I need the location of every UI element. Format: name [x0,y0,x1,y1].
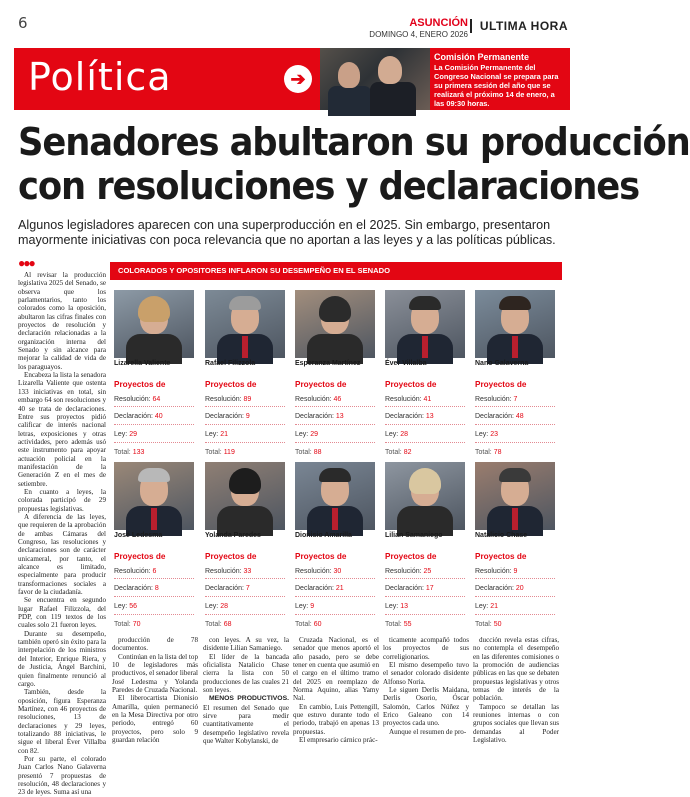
divider [205,596,285,597]
stat-value: 46 [333,396,342,403]
stat-value: 68 [223,621,232,628]
divider [205,614,285,615]
declaration-stat [385,413,434,420]
article-paragraph: El mismo desempeño tuvo el senador colorado disidente Alfonso Noria. [383,661,469,686]
divider [295,578,375,579]
divider [295,442,375,443]
senator-card [381,456,469,626]
photo-hair [499,296,531,310]
stat-label: Declaración: [205,413,244,420]
law-stat [114,603,137,610]
senator-name: Éver Villalba [385,360,427,367]
headline-line: con resoluciones y declaraciones [18,164,640,208]
senator-card [201,284,289,454]
stat-value: 70 [132,621,141,628]
divider [114,578,194,579]
infographic-title: COLORADOS Y OPOSITORES INFLARON SU DESEMPEÑO EN EL SENADO [110,262,562,280]
bullet-dots-icon: ●●● [18,256,34,270]
stat-label: Total: [114,449,131,456]
article-column [473,636,559,754]
page-header [0,0,580,44]
senator-card [381,284,469,454]
divider [385,596,465,597]
stat-value: 8 [154,585,159,592]
edition-date: DOMINGO 4, ENERO 2026 [369,30,468,39]
article-paragraph: El liberocartista Dionisio Amarilla, quien permaneció en la Mesa Directiva por otro periodo, entregó 60 proyectos, pero solo 9 guardan relación [112,694,198,745]
divider [295,406,375,407]
stat-label: Declaración: [475,413,514,420]
total-stat [475,449,501,456]
divider [295,424,375,425]
senator-name: Yolanda Paredes [205,532,261,539]
total-stat [475,621,501,628]
arrow-right-icon: ➔ [284,65,312,93]
congress-photo [320,48,430,110]
declaration-stat [475,585,524,592]
article-text [18,271,106,797]
article-column [203,636,289,754]
divider [385,442,465,443]
stat-value: 133 [132,449,145,456]
article-column [293,636,379,754]
article-paragraph: ticamente acompañó todos los proyectos de sus correligionarios. [383,636,469,661]
senator-name: Rafael Filizzola [205,360,256,367]
divider [385,578,465,579]
divider [114,424,194,425]
section-title: Política [28,55,172,99]
senator-card [471,284,559,454]
stat-label: Resolución: [475,568,512,575]
law-stat [295,603,314,610]
divider [205,406,285,407]
stat-label: Total: [385,449,402,456]
divider [475,406,555,407]
section-tag: ULTIMA HORA [470,19,568,33]
stat-label: Resolución: [295,568,332,575]
senator-card [110,284,198,454]
photo-hair [138,296,170,322]
total-stat [385,449,411,456]
senator-name: Lilian Samaniego [385,532,443,539]
stat-label: Resolución: [114,568,151,575]
photo-hair [138,468,170,482]
photo-tie [422,336,428,358]
senator-photo [114,462,194,530]
stat-label: Ley: [385,431,399,438]
senator-name: Lizarella Valiente [114,360,171,367]
stat-label: Ley: [205,431,219,438]
article-paragraph: Por su parte, el colorado Juan Carlos Nano Galaverna presentó 7 propuestas de resolución, 48 declaraciones y 23 de leyes. Suma así una [18,754,106,797]
photo-figure-body [328,86,372,116]
senator-card [291,456,379,626]
senator-name: Dionisio Amarilla [295,532,352,539]
projects-label: Proyectos de [114,380,166,389]
declaration-stat [385,585,434,592]
divider [295,614,375,615]
divider [475,578,555,579]
photo-figure-head [338,62,360,88]
total-stat [114,449,144,456]
declaration-stat [205,413,250,420]
stat-label: Resolución: [385,396,422,403]
projects-label: Proyectos de [205,380,257,389]
brief-title: Comisión Permanente [434,52,530,62]
declaration-stat [295,413,344,420]
resolution-stat [385,396,431,403]
stat-value: 9 [245,413,250,420]
stat-label: Ley: [295,431,309,438]
article-paragraph: También, desde la oposición, figura Esperanza Martínez, con 46 proyectos de resoluciones, 13 de declaraciones y 29 leyes, totalizando 88 iniciativas, le sigue el liberal Éver Villalba con 82. [18,688,106,755]
stat-label: Resolución: [205,568,242,575]
senator-photo [475,462,555,530]
stat-value: 21 [335,585,344,592]
stat-label: Total: [295,449,312,456]
law-stat [205,603,228,610]
stat-label: Declaración: [114,585,153,592]
article-paragraph: Tampoco se detallan las reuniones internas o con grupos sociales que llevan sus demandas al Poder Legislativo. [473,702,559,745]
stat-value: 88 [313,449,322,456]
divider [205,424,285,425]
stat-label: Ley: [295,603,309,610]
photo-hair [319,296,351,322]
newspaper-name: ASUNCIÓN [409,17,468,29]
stat-label: Total: [475,621,492,628]
stat-value: 7 [513,396,518,403]
photo-tie [151,508,157,530]
declaration-stat [475,413,524,420]
news-brief [434,52,566,108]
stat-label: Total: [385,621,402,628]
stat-value: 89 [243,396,252,403]
stat-label: Declaración: [385,413,424,420]
senator-photo [385,462,465,530]
projects-label: Proyectos de [205,552,257,561]
stat-value: 13 [425,413,434,420]
total-stat [205,621,231,628]
projects-label: Proyectos de [295,552,347,561]
law-stat [295,431,318,438]
law-stat [475,431,498,438]
total-stat [205,449,235,456]
stat-label: Ley: [205,603,219,610]
stat-value: 30 [333,568,342,575]
stat-value: 23 [490,431,498,438]
stat-label: Ley: [114,603,128,610]
senator-photo [295,290,375,358]
photo-tie [332,508,338,530]
divider [475,424,555,425]
photo-hair [499,468,531,482]
resolution-stat [295,568,341,575]
stat-value: 64 [152,396,161,403]
photo-hair [409,296,441,310]
senator-card [471,456,559,626]
article-paragraph: Encabeza la lista la senadora Lizarella Valiente que ostenta 133 iniciativas en total, sin embargo 64 son resoluciones y 40 se trata de declaraciones. Entre sus proyectos pidió calificar de interés nacional letras, exposiciones y otras actividades, pero además usó este instrumento para apoyar actuación policial en la manifestación de la Generación Z en el mes de setiembre. [18,371,106,488]
stat-value: 60 [313,621,322,628]
projects-label: Proyectos de [114,552,166,561]
article-column [112,636,198,754]
stat-label: Declaración: [475,585,514,592]
stat-value: 21 [220,431,228,438]
stat-label: Resolución: [475,396,512,403]
article-paragraph: Cruzada Nacional, es el senador que menos aportó el año pasado, pero se debe tener en cuenta que asumió en el cargo en el último tramo del 2025 en reemplazo de Norma Aquino, alias Yamy Nal. [293,636,379,703]
divider [114,406,194,407]
senator-card [110,456,198,626]
resolution-stat [205,396,251,403]
total-stat [295,621,321,628]
senator-photo [385,290,465,358]
resolution-stat [114,396,160,403]
article-paragraph: producción de 78 documentos. [112,636,198,653]
divider [475,596,555,597]
stat-label: Total: [114,621,131,628]
divider [205,442,285,443]
stat-value: 28 [220,603,228,610]
stat-value: 21 [490,603,498,610]
photo-tie [242,336,248,358]
article-column [383,636,469,754]
stat-value: 56 [129,603,137,610]
stat-value: 17 [425,585,434,592]
article-paragraph: Durante su desempeño, también operó sin éxito para la interpelación de los ministros del Interior, Enrique Riera, y de Justicia, Ángel Barchini, quien finalmente renunció al cargo. [18,629,106,688]
law-stat [114,431,137,438]
senator-name: Nano Galaverna [475,360,529,367]
headline [18,120,690,208]
stat-label: Resolución: [205,396,242,403]
photo-hair [229,468,261,494]
projects-label: Proyectos de [385,380,437,389]
declaration-stat [205,585,250,592]
photo-tie [512,508,518,530]
photo-hair [229,296,261,310]
article-paragraph: A diferencia de las leyes, que requieren de la aprobación de ambas Cámaras del Congreso, las resoluciones y declaraciones son de carácter unicameral, por tanto, el alcance es limitado, especialmente para producir transformaciones sociales a favor de la ciudadanía. [18,512,106,597]
stat-label: Ley: [114,431,128,438]
stat-value: 78 [493,449,502,456]
divider [295,596,375,597]
stat-value: 20 [515,585,524,592]
divider [475,614,555,615]
divider [385,424,465,425]
declaration-stat [114,413,163,420]
article-column-left [18,258,106,797]
photo-hair [409,468,441,494]
photo-tie [512,336,518,358]
senator-card [201,456,289,626]
projects-label: Proyectos de [475,380,527,389]
declaration-stat [114,585,159,592]
headline-line: Senadores abultaron su producción [18,120,690,164]
stat-label: Total: [205,449,222,456]
law-stat [475,603,498,610]
senator-card [291,284,379,454]
stat-value: 119 [223,449,235,456]
article-subhead: MENOS PRODUCTIVOS. [209,695,289,703]
stat-label: Declaración: [205,585,244,592]
stat-label: Ley: [475,603,489,610]
projects-label: Proyectos de [385,552,437,561]
article-paragraph: El empresario cárnico prác- [299,736,378,745]
article-paragraph: Al revisar la producción legislativa 2025 del Senado, se observa que los parlamentarios, tanto los colorados como la oposición, abultaron las cifras finales con proyectos de resolución y declaración relacionadas a la organización interna del Senado y sin alcance para mejorar la calidad de vida de los paraguayos. [18,271,106,371]
stat-value: 7 [245,585,250,592]
stat-value: 6 [152,568,157,575]
law-stat [205,431,228,438]
total-stat [385,621,411,628]
stat-value: 50 [493,621,502,628]
article-paragraph: En cuanto a leyes, la colorada participó de 29 propuestas legislativas. [18,487,106,513]
stat-label: Resolución: [385,568,422,575]
senator-photo [114,290,194,358]
resolution-stat [385,568,431,575]
projects-label: Proyectos de [295,380,347,389]
stat-value: 29 [129,431,137,438]
stat-label: Declaración: [295,585,334,592]
article-deck: Algunos legisladores aparecen con una superproducción en el 2025. Sin embargo, presentaron mayormente iniciativas con poca relevancia que no aportan a las leyes y a las políticas públicas. [18,218,556,247]
stat-value: 13 [335,413,344,420]
projects-label: Proyectos de [475,552,527,561]
article-paragraph: con leyes. A su vez, la disidente Lilian Samaniego. [203,636,289,653]
stat-value: 25 [423,568,432,575]
divider [385,406,465,407]
senator-photo [475,290,555,358]
article-paragraph: Le siguen Derlis Maidana, Derlis Osorio, Óscar Salomón, Carlos Núñez y Erico Galeano con 14 proyectos cada uno. [383,686,469,728]
stat-value: 9 [310,603,315,610]
photo-figure-head [378,56,402,84]
stat-value: 9 [513,568,518,575]
stat-value: 28 [400,431,408,438]
resolution-stat [205,568,251,575]
article-paragraph [203,694,289,745]
divider [205,578,285,579]
stat-value: 40 [154,413,163,420]
page-number: 6 [18,14,28,32]
stat-label: Declaración: [114,413,153,420]
declaration-stat [295,585,344,592]
senator-name: José Ledesma [114,532,163,539]
stat-label: Resolución: [114,396,151,403]
stat-label: Resolución: [295,396,332,403]
article-paragraph: Continúan en la lista del top 10 de legisladores más productivos, el senador liberal José Ledesma y Yolanda Paredes de Cruzada Nacional. [112,652,198,695]
senator-name: Natalicio Chase [475,532,528,539]
stat-label: Total: [475,449,492,456]
stat-value: 13 [400,603,408,610]
divider [385,614,465,615]
stat-value: 82 [403,449,412,456]
stat-value: 41 [423,396,432,403]
senator-photo [205,462,285,530]
divider [475,442,555,443]
stat-value: 48 [515,413,524,420]
article-paragraph: Se encuentra en segundo lugar Rafael Filizzola, del PDP, con 119 textos de los cuales solo 21 fueron leyes. [18,596,106,630]
photo-hair [319,468,351,482]
divider [114,442,194,443]
stat-label: Total: [295,621,312,628]
divider [114,596,194,597]
article-paragraph: El líder de la bancada oficialista Natalicio Chase cierra la lista con 50 producciones de las cuales 21 son leyes. [203,652,289,695]
stat-label: Total: [205,621,222,628]
brief-text: La Comisión Permanente del Congreso Nacional se prepara para su primera sesión del año que se realizará el próximo 14 de enero, a las 09:30 horas. [434,63,559,108]
article-paragraph: Aunque el resumen de pro- [389,727,467,736]
stat-value: 55 [403,621,412,628]
law-stat [385,603,408,610]
photo-figure-body [370,82,416,116]
senators-infographic [110,262,562,628]
total-stat [295,449,321,456]
article-text: El resumen del Senado que sirve para medir cuantitativamente el desempeño legislativo revela que Walter Kobylanski, de [203,703,289,746]
total-stat [114,621,140,628]
law-stat [385,431,408,438]
senator-photo [205,290,285,358]
stat-value: 33 [243,568,252,575]
senator-name: Esperanza Martínez [295,360,361,367]
stat-label: Ley: [385,603,399,610]
resolution-stat [475,396,517,403]
stat-label: Ley: [475,431,489,438]
resolution-stat [475,568,517,575]
stat-label: Declaración: [385,585,424,592]
senator-photo [295,462,375,530]
resolution-stat [114,568,156,575]
section-banner [14,48,570,110]
article-paragraph: ducción revela estas cifras, no contempla el desempeño en las diferentes comisiones o la promoción de audiencias públicas en las que se debaten propuestas legislativas y otros temas de interés de la población. [473,636,559,703]
resolution-stat [295,396,341,403]
divider [114,614,194,615]
article-paragraph: En cambio, Luis Pettengill, que estuvo durante todo el periodo, trabajó en apenas 13 propuestas. [293,702,379,736]
stat-label: Declaración: [295,413,334,420]
stat-value: 29 [310,431,318,438]
